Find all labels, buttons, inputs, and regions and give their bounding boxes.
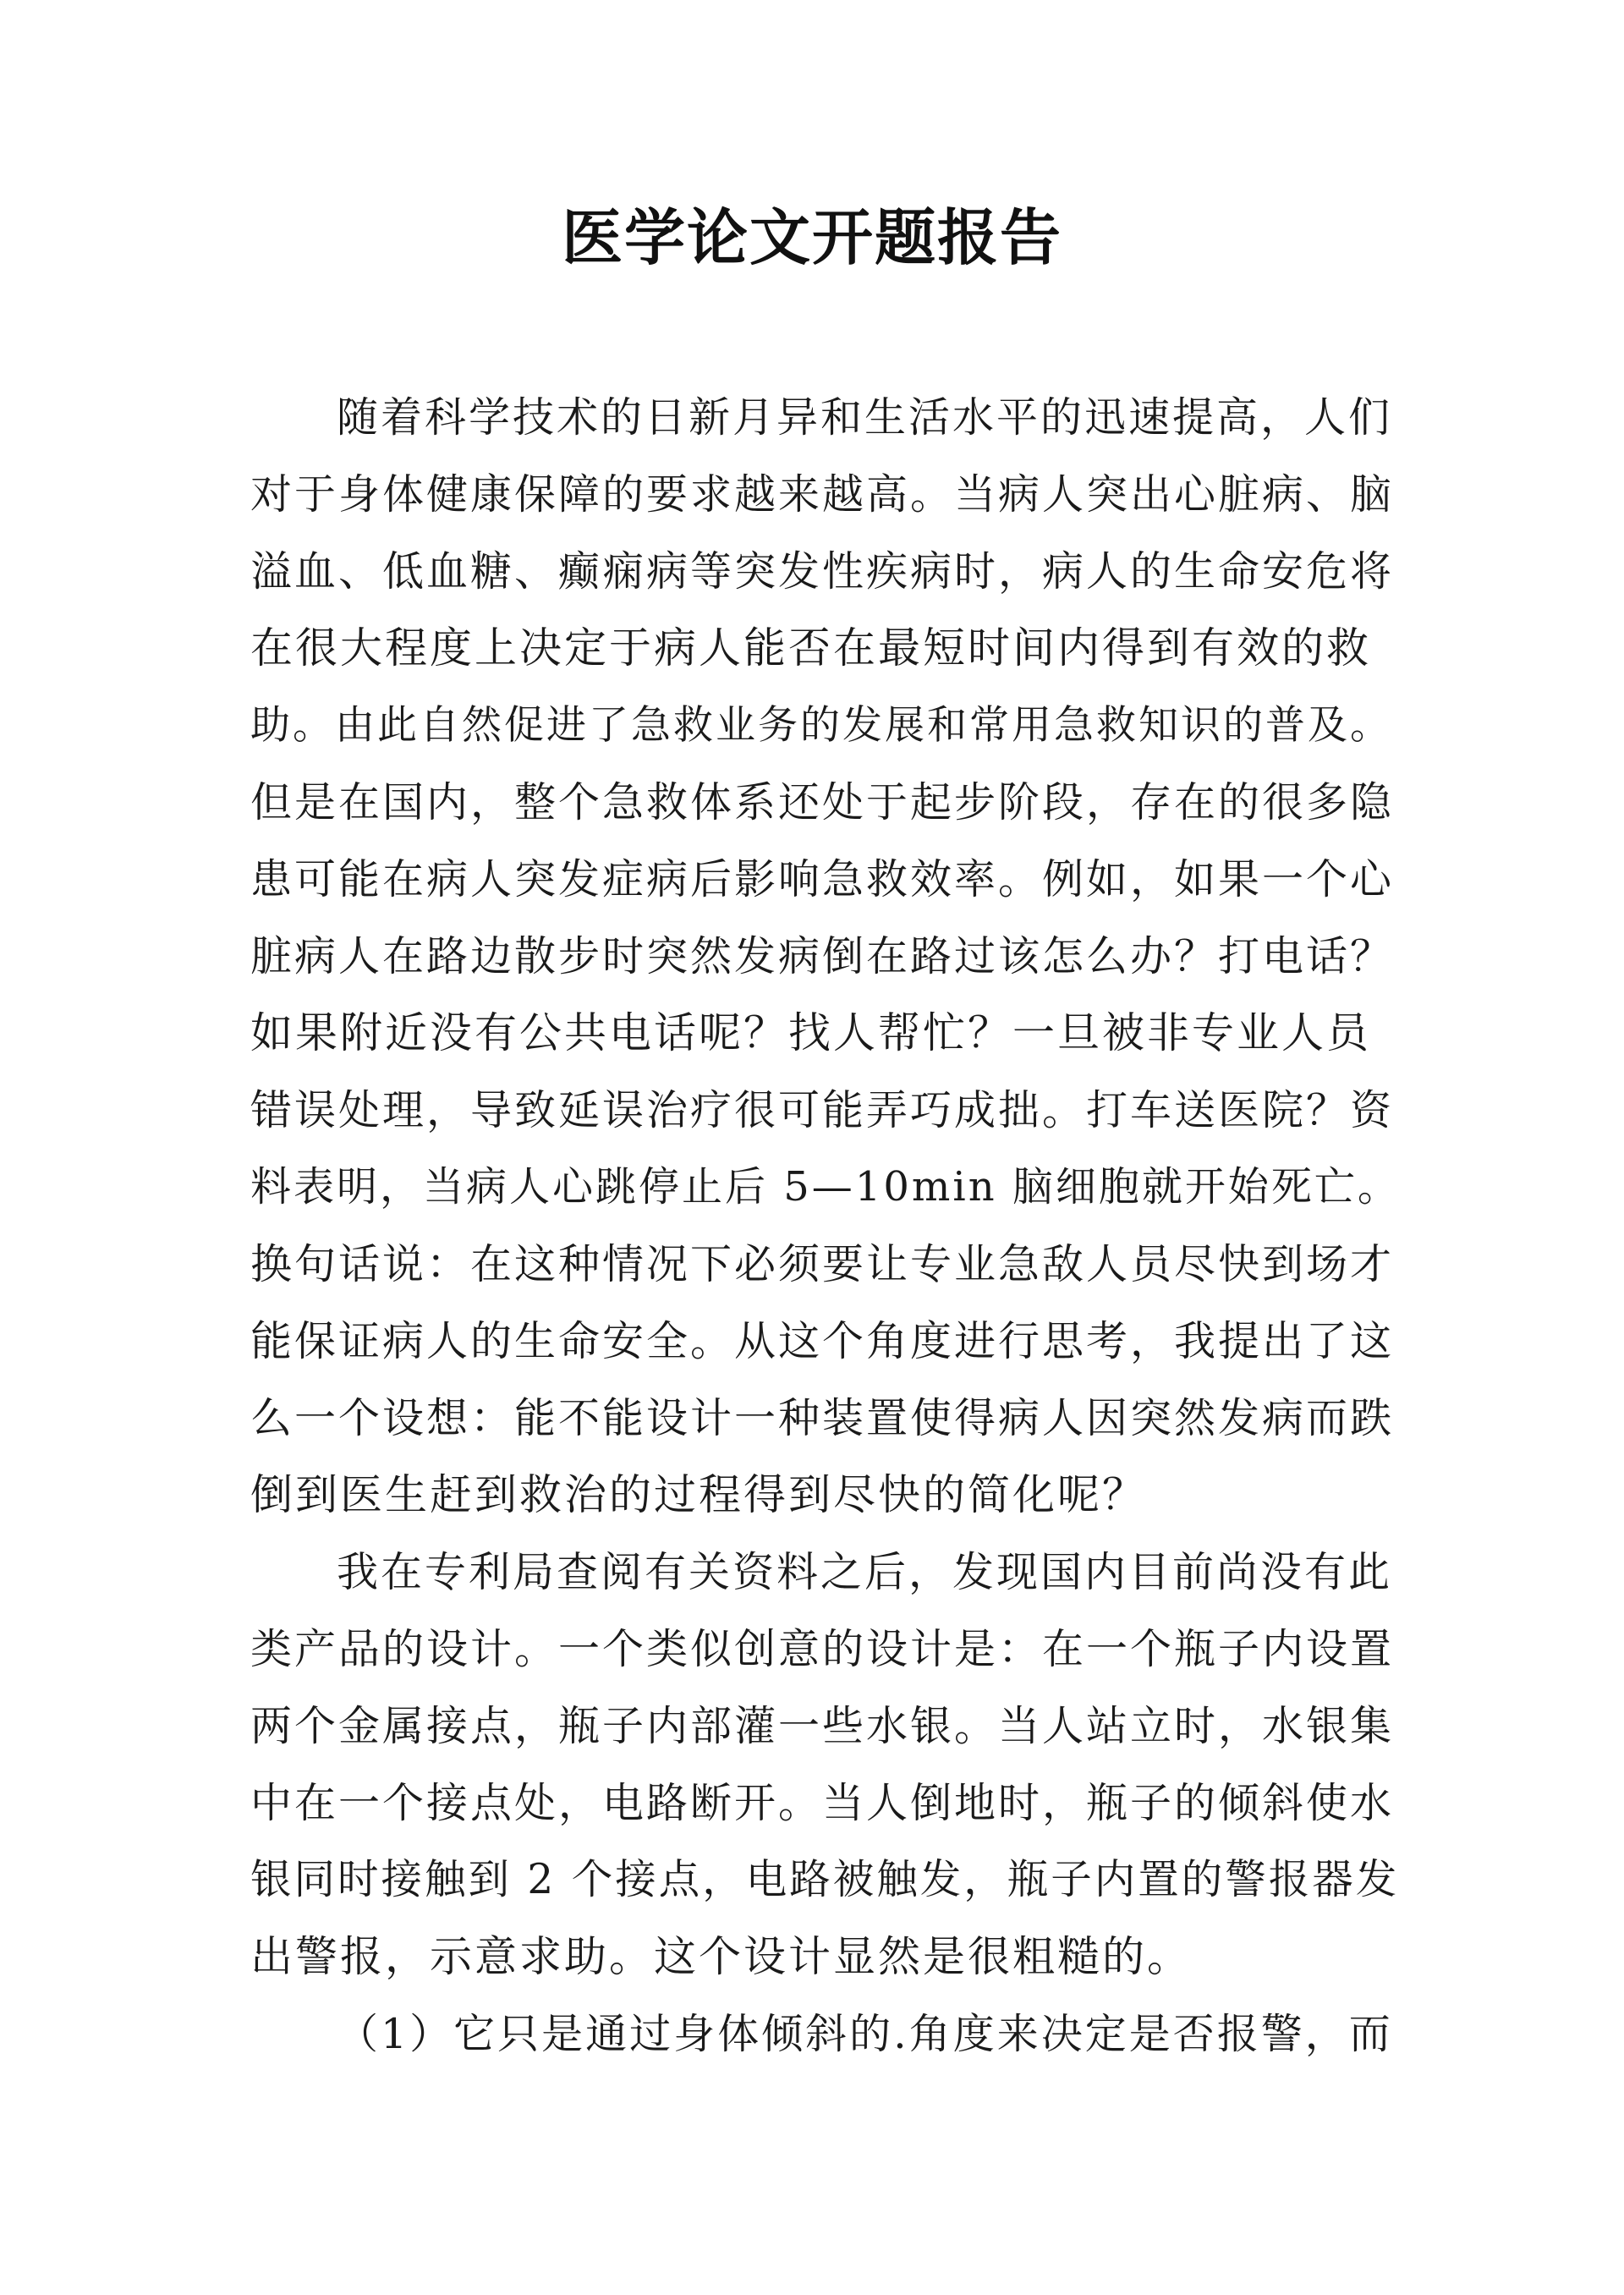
text-line: 出警报，示意求助。这个设计显然是很粗糙的。 <box>250 1932 1192 1981</box>
text-line: 能保证病人的生命安全。从这个角度进行思考，我提出了这 <box>250 1317 1395 1365</box>
text-line: 患可能在病人突发症病后影响急救效率。例如，如果一个心 <box>250 855 1395 903</box>
text-line: 倒到医生赶到救治的过程得到尽快的简化呢？ <box>250 1470 1147 1519</box>
text-line: 银同时接触到 2 个接点，电路被触发，瓶子内置的警报器发 <box>250 1856 1400 1903</box>
text-line: 错误处理，导致延误治疗很可能弄巧成拙。打车送医院？资 <box>250 1086 1395 1134</box>
text-line: 溢血、低血糖、癫痫病等突发性疾病时，病人的生命安危将 <box>250 547 1395 596</box>
text-line: 中在一个接点处，电路断开。当人倒地时，瓶子的倾斜使水 <box>250 1779 1395 1827</box>
text-line: 脏病人在路边散步时突然发病倒在路过该怎么办？打电话？ <box>250 932 1395 980</box>
text-line: 助。由此自然促进了急救业务的发展和常用急救知识的普及。 <box>250 702 1392 749</box>
text-line: 类产品的设计。一个类似创意的设计是：在一个瓶子内设置 <box>250 1625 1395 1673</box>
text-line: （1）它只是通过身体倾斜的.角度来决定是否报警，而 <box>337 2010 1393 2058</box>
text-line: 在很大程度上决定于病人能否在最短时间内得到有效的救 <box>250 623 1371 673</box>
document-title: 医学论文开题报告 <box>561 202 1062 273</box>
text-line: 如果附近没有公共电话呢？找人帮忙？一旦被非专业人员 <box>250 1008 1371 1057</box>
text-line: 我在专利局查阅有关资料之后，发现国内目前尚没有此 <box>337 1548 1393 1596</box>
text-line: 两个金属接点，瓶子内部灌一些水银。当人站立时，水银集 <box>250 1702 1395 1750</box>
text-line: 么一个设想：能不能设计一种装置使得病人因突然发病而跌 <box>250 1394 1395 1442</box>
text-line: 对于身体健康保障的要求越来越高。当病人突出心脏病、脑 <box>250 470 1395 519</box>
text-line: 换句话说：在这种情况下必须要让专业急敌人员尽快到场才 <box>250 1240 1395 1288</box>
text-line: 料表明，当病人心跳停止后 5—10min 脑细胞就开始死亡。 <box>250 1163 1401 1211</box>
text-line: 随着科学技术的日新月异和生活水平的迅速提高，人们 <box>337 393 1393 442</box>
text-line: 但是在国内，整个急救体系还处于起步阶段，存在的很多隐 <box>250 778 1395 826</box>
document-body <box>250 379 1401 2073</box>
